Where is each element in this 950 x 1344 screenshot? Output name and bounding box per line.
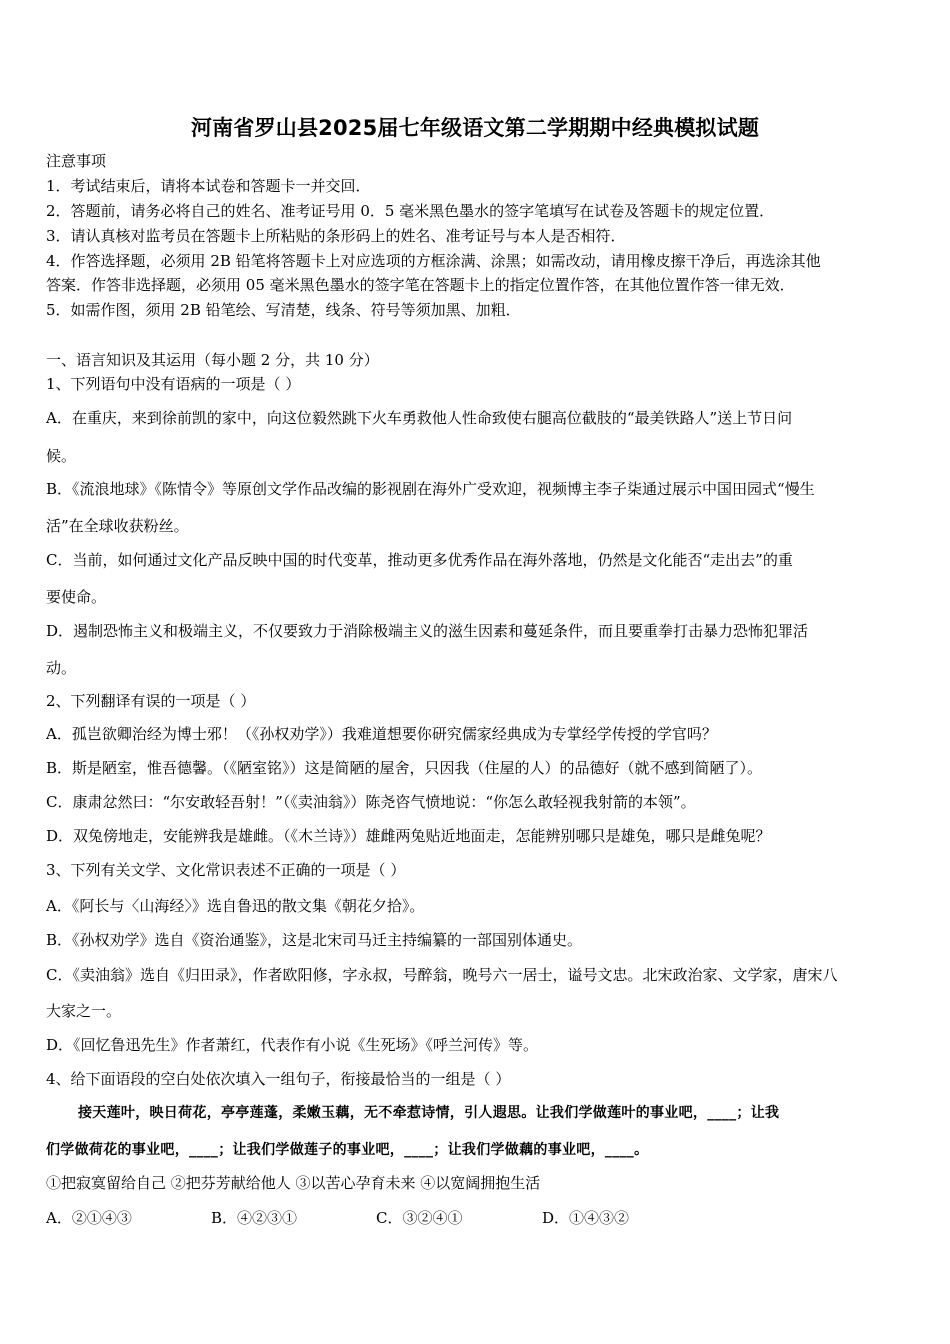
question-1-option-a: A．在重庆，来到徐前凯的家中，向这位毅然跳下火车勇救他人性命致使右腿高位截肢的“最美铁路人”送上节日问 xyxy=(46,409,793,427)
question-1-option-a-cont: 候。 xyxy=(46,447,77,465)
question-2-option-d: D．双兔傍地走，安能辨我是雄雌。（《木兰诗》）雄雌两兔贴近地面走，怎能辨别哪只是雄兔，哪只是雌兔呢？ xyxy=(46,827,771,845)
question-4-option-c[interactable]: C．③②④① xyxy=(376,1209,463,1227)
notice-item-3: 3．请认真核对监考员在答题卡上所粘贴的条形码上的姓名、准考证号与本人是否相符． xyxy=(46,227,626,245)
notice-item-1: 1．考试结束后，请将本试卷和答题卡一并交回． xyxy=(46,177,371,195)
question-1-option-c-cont: 要使命。 xyxy=(46,588,107,606)
question-3-option-c: C．《卖油翁》选自《归田录》，作者欧阳修，字永叔，号醉翁，晚号六一居士，谥号文忠。北宋政治家、文学家，唐宋八 xyxy=(46,966,838,984)
question-2-option-c: C．康肃忿然曰：“尔安敢轻吾射！”（《卖油翁》）陈尧咨气愤地说：“你怎么敢轻视我射箭的本领”。 xyxy=(46,793,696,811)
question-1-option-d: D．遏制恐怖主义和极端主义，不仅要致力于消除极端主义的滋生因素和蔓延条件，而且要重拳打击暴力恐怖犯罪活 xyxy=(46,622,809,640)
notice-item-4: 4．作答选择题，必须用 2B 铅笔将答题卡上对应选项的方框涂满、涂黑；如需改动，请用橡皮擦干净后，再选涂其他 xyxy=(46,252,821,270)
question-4-stem: 4、给下面语段的空白处依次填入一组句子，衔接最恰当的一组是（ ） xyxy=(46,1070,511,1088)
question-2-option-b: B．斯是陋室，惟吾德馨。（《陋室铭》）这是简陋的屋舍，只因我（住屋的人）的品德好（就不感到简陋了）。 xyxy=(46,759,763,777)
question-1-option-d-cont: 动。 xyxy=(46,659,77,677)
notice-heading: 注意事项 xyxy=(46,152,107,170)
question-2-option-a: A．孤岂欲卿治经为博士邪！（《孙权劝学》）我难道想要你研究儒家经典成为专掌经学传授的学官吗？ xyxy=(46,725,717,743)
notice-item-5: 5．如需作图，须用 2B 铅笔绘、写清楚，线条、符号等须加黑、加粗． xyxy=(46,301,521,319)
section-heading: 一、语言知识及其运用（每小题 2 分，共 10 分） xyxy=(46,351,379,369)
question-1-option-b: B．《流浪地球》《陈情令》等原创文学作品改编的影视剧在海外广受欢迎，视频博主李子柒通过展示中国田园式“慢生 xyxy=(46,480,815,498)
question-4-choices: ①把寂寞留给自己 ②把芬芳献给他人 ③以苦心孕育未来 ④以宽阔拥抱生活 xyxy=(46,1174,541,1192)
question-3-option-a: A．《阿长与〈山海经〉》选自鲁迅的散文集《朝花夕拾》。 xyxy=(46,897,425,915)
question-1-option-c: C．当前，如何通过文化产品反映中国的时代变革，推动更多优秀作品在海外落地，仍然是文化能否“走出去”的重 xyxy=(46,551,793,569)
question-3-option-d: D．《回忆鲁迅先生》作者萧红，代表作有小说《生死场》《呼兰河传》等。 xyxy=(46,1036,539,1054)
question-4-passage-cont: 们学做荷花的事业吧，____；让我们学做莲子的事业吧，____；让我们学做藕的事业吧，____。 xyxy=(46,1142,649,1158)
question-4-option-a[interactable]: A．②①④③ xyxy=(46,1209,132,1227)
notice-item-2: 2．答题前，请务必将自己的姓名、准考证号用 0．5 毫米黑色墨水的签字笔填写在试卷及答题卡的规定位置． xyxy=(46,202,775,220)
question-3-stem: 3、下列有关文学、文化常识表述不正确的一项是（ ） xyxy=(46,861,406,879)
question-1-stem: 1、下列语句中没有语病的一项是（ ） xyxy=(46,375,301,393)
question-2-stem: 2、下列翻译有误的一项是（ ） xyxy=(46,692,256,710)
page-title: 河南省罗山县2025届七年级语文第二学期期中经典模拟试题 xyxy=(190,116,760,140)
question-4-passage: 接天莲叶，映日荷花，亭亭莲蓬，柔嫩玉藕，无不牵惹诗情，引人遐思。让我们学做莲叶的事业吧，____；让我 xyxy=(78,1105,780,1121)
question-4-options xyxy=(46,1207,908,1229)
question-4-option-d[interactable]: D．①④③② xyxy=(542,1209,630,1227)
question-3-option-b: B．《孙权劝学》选自《资治通鉴》，这是北宋司马迁主持编纂的一部国别体通史。 xyxy=(46,931,583,949)
question-1-option-b-cont: 活”在全球收获粉丝。 xyxy=(46,517,189,535)
question-4-option-b[interactable]: B．④②③① xyxy=(211,1209,298,1227)
question-3-option-c-cont: 大家之一。 xyxy=(46,1002,122,1020)
notice-item-4-cont: 答案．作答非选择题，必须用 05 毫米黑色墨水的签字笔在答题卡上的指定位置作答，在其他位置作答一律无效． xyxy=(46,276,795,294)
